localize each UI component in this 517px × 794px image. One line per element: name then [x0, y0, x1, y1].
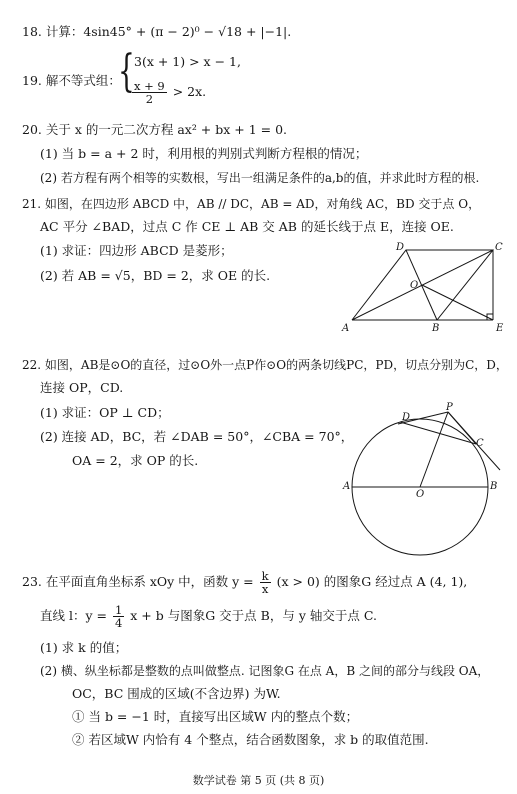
q20-part1: (1) 当 b = a + 2 时，利用根的判别式判断方程根的情况；	[40, 146, 368, 161]
q23-stem-line1	[22, 570, 467, 595]
q19-ineq1: 3(x + 1) > x − 1,	[134, 54, 241, 69]
q21-stem-line1: 21. 如图，在四边形 ABCD 中，AB // DC，AB = AD，对角线 AC，BD 交于点 O，	[22, 197, 481, 211]
label-o: O	[410, 280, 419, 291]
q23-stem-b: (x > 0) 的图象G 经过点 A (4, 1),	[276, 574, 468, 589]
label-b: B	[432, 323, 440, 334]
q23-stem-a: 23. 在平面直角坐标系 xOy 中，函数 y =	[22, 574, 254, 589]
q23-part2-line1: (2) 横、纵坐标都是整数的点叫做整点. 记图象G 在点 A，B 之间的部分与线段 OA，	[40, 664, 490, 678]
q19-prefix: 19. 解不等式组：	[22, 73, 121, 88]
label-c: C	[476, 438, 484, 449]
q23-line-b: x + b 与图象G 交于点 B，与 y 轴交于点 C.	[130, 608, 377, 623]
page-footer: 数学试卷 第 5 页 (共 8 页)	[192, 774, 325, 787]
label-a: A	[343, 481, 351, 492]
q22-stem-line1: 22. 如图，AB是⊙O的直径，过⊙O外一点P作⊙O的两条切线PC，PD，切点分别为C，D，	[22, 358, 508, 372]
label-c: C	[495, 242, 503, 253]
q22-stem-line2: 连接 OP，CD.	[40, 380, 124, 395]
q19-fraction-den: 2	[145, 92, 154, 106]
q23-line-a: 直线 l：y =	[40, 608, 107, 623]
label-p: P	[446, 402, 453, 413]
q23-fraction-quarter-num: 1	[114, 603, 123, 617]
q23-part2-ii: ② 若区域W 内恰有 4 个整点，结合函数图象，求 b 的取值范围.	[72, 732, 429, 747]
q23-stem-line2	[40, 604, 377, 629]
q21-part1: (1) 求证：四边形 ABCD 是菱形；	[40, 243, 233, 258]
chord-cd	[400, 422, 476, 444]
label-d: D	[396, 242, 405, 253]
segment-oe	[422, 285, 493, 320]
q23-fraction-k-num: k	[261, 569, 269, 583]
label-e: E	[496, 323, 504, 334]
q21-stem-line2: AC 平分 ∠BAD，过点 C 作 CE ⊥ AB 交 AB 的延长线于点 E，连接 OE.	[40, 219, 454, 234]
segment-op	[420, 412, 448, 487]
label-a: A	[342, 323, 350, 334]
q23-part2-i: ① 当 b = −1 时，直接写出区域W 内的整点个数；	[72, 709, 359, 724]
q22-part1: (1) 求证：OP ⊥ CD；	[40, 405, 170, 420]
q23-fraction-k-den: x	[261, 582, 269, 596]
q23-fraction-quarter	[113, 604, 124, 629]
q23-fraction-k	[260, 570, 271, 595]
label-b: B	[490, 481, 498, 492]
q21-part2: (2) 若 AB = √5，BD = 2，求 OE 的长.	[40, 268, 271, 283]
q19-ineq2-rest: > 2x.	[172, 84, 207, 99]
q23-fraction-quarter-den: 4	[114, 616, 123, 630]
q20-stem: 20. 关于 x 的一元二次方程 ax² + bx + 1 = 0.	[22, 122, 288, 137]
rhombus-figure	[340, 238, 510, 338]
q23-part1: (1) 求 k 的值；	[40, 640, 128, 655]
q19-brace: {	[118, 46, 135, 97]
q19-fraction	[132, 80, 167, 105]
circle-figure	[340, 400, 512, 565]
label-d: D	[402, 412, 411, 423]
q20-part2: (2) 若方程有两个相等的实数根，写出一组满足条件的a,b的值，并求此时方程的根.	[40, 171, 480, 185]
q22-part2-line1: (2) 连接 AD，BC，若 ∠DAB = 50°，∠CBA = 70°，	[40, 429, 354, 444]
label-o: O	[416, 489, 425, 500]
q23-part2-line2: OC，BC 围成的区域(不含边界) 为W.	[72, 686, 281, 701]
q19-fraction-num: x + 9	[134, 79, 165, 93]
segment-oc-hint	[448, 412, 476, 444]
q22-part2-line2: OA = 2，求 OP 的长.	[72, 453, 199, 468]
q19-ineq2	[130, 80, 206, 105]
q18-text: 18. 计算：4sin45° + (π − 2)⁰ − √18 + |−1|.	[22, 24, 292, 39]
